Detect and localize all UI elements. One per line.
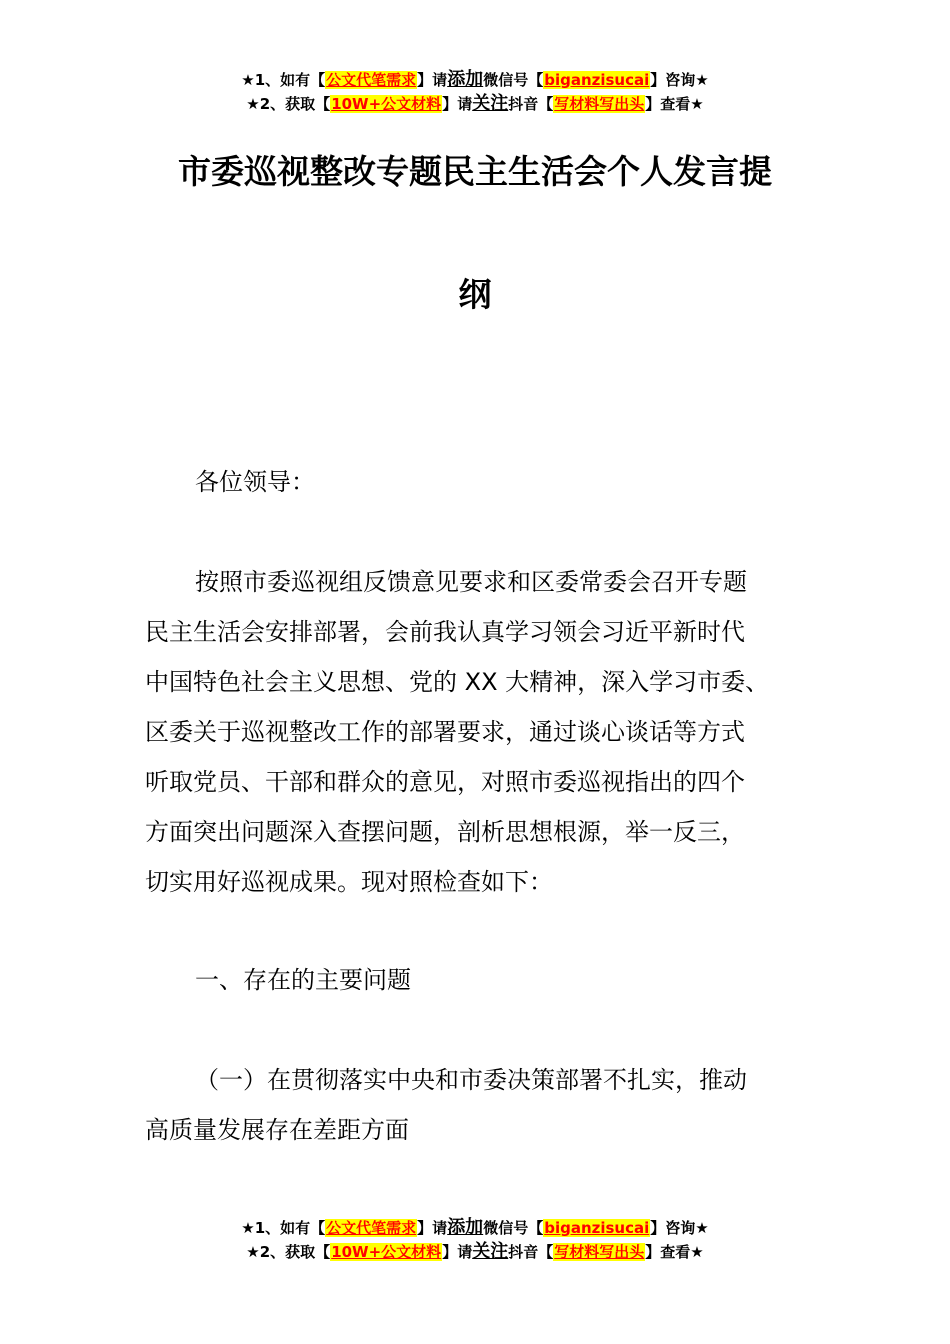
banner-text: 】查看★ bbox=[645, 1243, 704, 1261]
document-title-line-1: 市委巡视整改专题民主生活会个人发言提 bbox=[178, 152, 772, 191]
banner-text: 微信号【 bbox=[483, 1219, 544, 1237]
paragraph-line: 按照市委巡视组反馈意见要求和区委常委会召开专题 bbox=[195, 568, 747, 596]
banner-line-1 bbox=[0, 1216, 950, 1240]
paragraph-line: 区委关于巡视整改工作的部署要求，通过谈心谈话等方式 bbox=[145, 718, 745, 746]
emphasis-follow: 关注 bbox=[472, 1241, 509, 1262]
paragraph-line: 中国特色社会主义思想、党的 XX 大精神，深入学习市委、 bbox=[145, 668, 770, 696]
subsection-block bbox=[145, 1055, 810, 1155]
banner-text: ★1、如有【 bbox=[241, 71, 326, 89]
banner-text: 】请 bbox=[442, 95, 473, 113]
paragraph-line: 切实用好巡视成果。现对照检查如下： bbox=[145, 868, 553, 896]
banner-text: ★1、如有【 bbox=[241, 1219, 326, 1237]
salutation-block bbox=[145, 457, 810, 507]
banner-text: ★2、获取【 bbox=[246, 95, 331, 113]
paragraph-line: 听取党员、干部和群众的意见，对照市委巡视指出的四个 bbox=[145, 768, 745, 796]
emphasis-add: 添加 bbox=[447, 1217, 484, 1238]
highlight-wechat-id: biganzisucai bbox=[544, 1219, 650, 1237]
highlight-materials: 10W+公文材料 bbox=[331, 95, 442, 113]
paragraph-line: 方面突出问题深入查摆问题，剖析思想根源，举一反三， bbox=[145, 818, 745, 846]
highlight-materials: 10W+公文材料 bbox=[331, 1243, 442, 1261]
banner-text: 抖音【 bbox=[508, 1243, 554, 1261]
highlight-wechat-id: biganzisucai bbox=[544, 71, 650, 89]
highlight-douyin-account: 写材料写出头 bbox=[554, 95, 645, 113]
banner-text: ★2、获取【 bbox=[246, 1243, 331, 1261]
footer-banner bbox=[0, 1216, 950, 1264]
header-banner bbox=[0, 68, 950, 116]
banner-text: 】请 bbox=[417, 1219, 448, 1237]
subsection-line: （一）在贯彻落实中央和市委决策部署不扎实，推动 bbox=[195, 1066, 747, 1094]
banner-line-2 bbox=[0, 1240, 950, 1264]
banner-text: 】咨询★ bbox=[650, 1219, 709, 1237]
subsection-line: 高质量发展存在差距方面 bbox=[145, 1116, 409, 1144]
document-title-line-2: 纲 bbox=[458, 275, 492, 314]
section-heading: 一、存在的主要问题 bbox=[195, 966, 411, 994]
intro-paragraph bbox=[145, 557, 810, 907]
banner-text: 抖音【 bbox=[508, 95, 554, 113]
banner-text: 】咨询★ bbox=[650, 71, 709, 89]
banner-text: 】查看★ bbox=[645, 95, 704, 113]
banner-text: 】请 bbox=[417, 71, 448, 89]
section-heading-block bbox=[145, 955, 810, 1005]
paragraph-line: 民主生活会安排部署，会前我认真学习领会习近平新时代 bbox=[145, 618, 745, 646]
banner-text: 】请 bbox=[442, 1243, 473, 1261]
emphasis-follow: 关注 bbox=[472, 93, 509, 114]
emphasis-add: 添加 bbox=[447, 69, 484, 90]
banner-text: 微信号【 bbox=[483, 71, 544, 89]
salutation: 各位领导： bbox=[195, 468, 315, 496]
highlight-douyin-account: 写材料写出头 bbox=[554, 1243, 645, 1261]
highlight-writing-service: 公文代笔需求 bbox=[326, 71, 417, 89]
banner-line-1 bbox=[0, 68, 950, 92]
highlight-writing-service: 公文代笔需求 bbox=[326, 1219, 417, 1237]
banner-line-2 bbox=[0, 92, 950, 116]
